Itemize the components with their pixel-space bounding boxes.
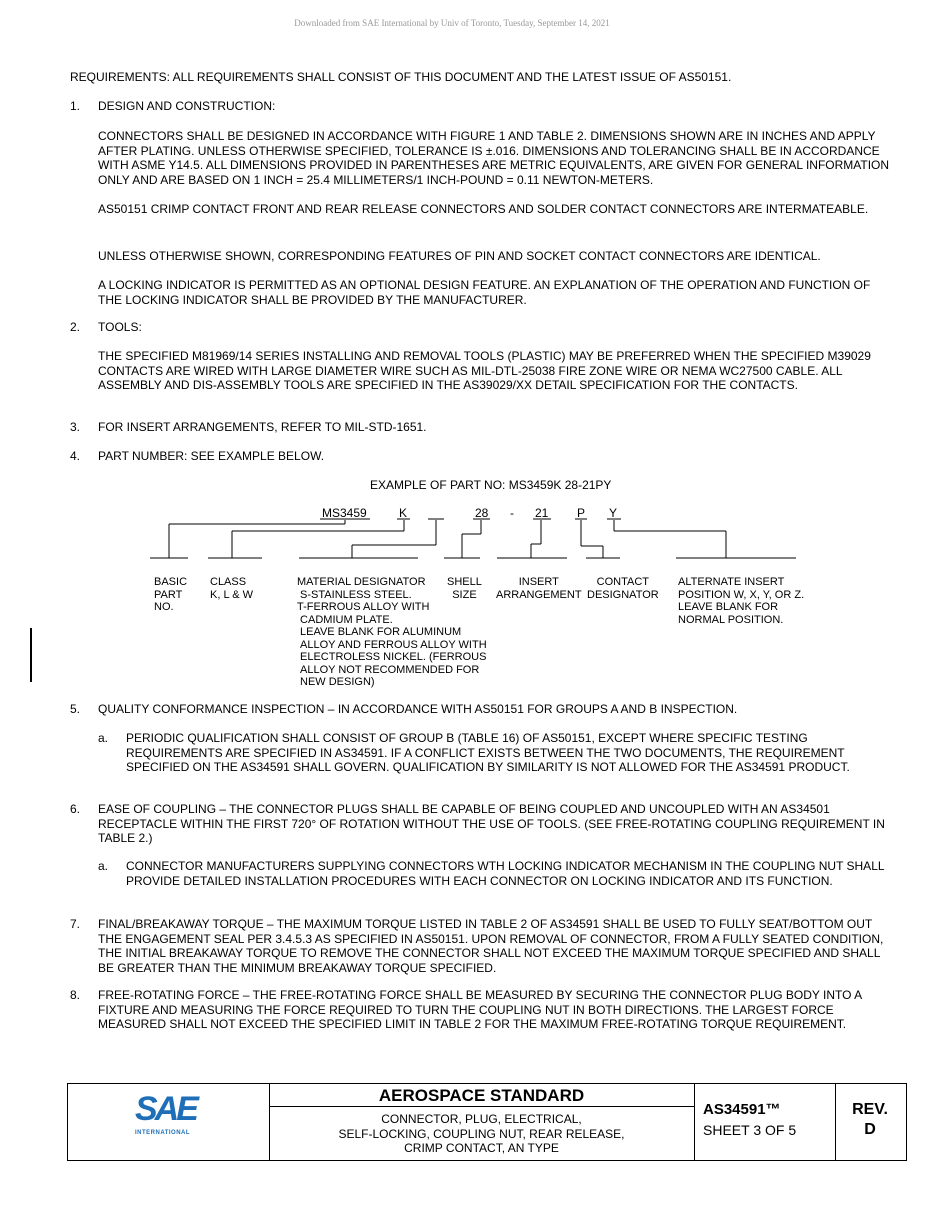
section-8-number: 8. [70, 988, 81, 1002]
label-alternate-insert: ALTERNATE INSERT POSITION W, X, Y, OR Z. LEAVE BLANK FOR NORMAL POSITION. [678, 576, 805, 626]
label-material-blank: LEAVE BLANK FOR ALUMINUM ALLOY AND FERROUS ALLOY WITH ELECTROLESS NICKEL. (FERROUS ALLOY NOT RECOMMENDED FOR NEW DESIGN) [300, 626, 487, 689]
section-2-title: TOOLS: [98, 320, 142, 334]
sae-logo-subtext: INTERNATIONAL [135, 1130, 191, 1136]
download-watermark: Downloaded from SAE International by Univ of Toronto, Tuesday, September 14, 2021 [294, 18, 610, 28]
pn-segment-insert: 21 [535, 506, 549, 520]
section-3-title: FOR INSERT ARRANGEMENTS, REFER TO MIL-STD-1651. [98, 420, 427, 434]
section-1-para-1: CONNECTORS SHALL BE DESIGNED IN ACCORDANCE WITH FIGURE 1 AND TABLE 2. DIMENSIONS SHOWN ARE IN INCHES AND APPLY AFTER PLATING. UNLESS OTHERWISE SPECIFIED, TOLERANCE IS ±.016. DIMENSIONS AND TOLERANCING SHALL BE IN ACCORDANCE WITH ASME Y14.5. ALL DIMENSIONS PROVIDED IN PARENTHESES ARE METRIC EQUIVALENTS, ARE GIVEN FOR GENERAL INFORMATION ONLY AND ARE BASED ON 1 INCH = 25.4 MILLIMETERS/1 INCH-POUND = 0.11 NEWTON-METERS. [98, 129, 890, 187]
pn-segment-contact: P [577, 506, 586, 520]
sae-logo [135, 1090, 205, 1141]
section-7-number: 7. [70, 917, 81, 931]
section-1-para-4: A LOCKING INDICATOR IS PERMITTED AS AN OPTIONAL DESIGN FEATURE. AN EXPLANATION OF THE OPERATION AND FUNCTION OF THE LOCKING INDICATOR SHALL BE PROVIDED BY THE MANUFACTURER. [98, 278, 871, 307]
section-4-number: 4. [70, 449, 81, 463]
revision-label: REV. [852, 1101, 888, 1118]
label-contact-designator: CONTACT DESIGNATOR [587, 576, 659, 601]
revision-change-bar [30, 628, 32, 682]
section-2-para-1: THE SPECIFIED M81969/14 SERIES INSTALLING AND REMOVAL TOOLS (PLASTIC) MAY BE PREFERRED WHEN THE SPECIFIED M39029 CONTACTS ARE WIRED WITH LARGE DIAMETER WIRE SUCH AS MIL-DTL-25038 FIRE ZONE WIRE OR NEMA WC27500 CABLE. ALL ASSEMBLY AND DIS-ASSEMBLY TOOLS ARE SPECIFIED IN THE AS39029/XX DETAIL SPECIFICATION FOR THE CONTACTS. [98, 349, 871, 392]
description-line-3: CRIMP CONTACT, AN TYPE [404, 1141, 559, 1155]
section-7-title: FINAL/BREAKAWAY TORQUE – THE MAXIMUM TORQUE LISTED IN TABLE 2 OF AS34591 SHALL BE USED TO FULLY SEAT/BOTTOM OUT THE ENGAGEMENT SEAL PER 3.4.5.3 AS SPECIFIED IN AS50151. UPON REMOVAL OF CONNECTOR, FROM A FULLY SEATED CONDITION, THE INITIAL BREAKAWAY TORQUE TO REMOVE THE CONNECTOR SHALL NOT EXCEED THE MAXIMUM TORQUE SPECIFIED AND SHALL BE GREATER THAN THE MINIMUM BREAKAWAY TORQUE SPECIFIED. [98, 917, 884, 975]
label-insert-arrangement: INSERT ARRANGEMENT [496, 576, 582, 601]
section-5a-text: PERIODIC QUALIFICATION SHALL CONSIST OF GROUP B (TABLE 16) OF AS50151, EXCEPT WHERE SPECIFIC TESTING REQUIREMENTS ARE SPECIFIED IN AS34591. IF A CONFLICT EXISTS BETWEEN THE TWO DOCUMENTS, THE REQUIREMENT SPECIFIED ON THE AS34591 SHALL GOVERN. QUALIFICATION BY SIMILARITY IS NOT ALLOWED FOR THE AS34591 PRODUCT. [126, 731, 850, 774]
section-6-title: EASE OF COUPLING – THE CONNECTOR PLUGS SHALL BE CAPABLE OF BEING COUPLED AND UNCOUPLED WITH AN AS34501 RECEPTACLE WITHIN THE FIRST 720° OF ROTATION WITHOUT THE USE OF TOOLS. (SEE FREE-ROTATING COUPLING REQUIREMENT IN TABLE 2.) [98, 802, 885, 845]
pn-segment-class: K [399, 506, 408, 520]
pn-segment-shell: 28 [475, 506, 489, 520]
label-basic-part: BASIC PART NO. [154, 576, 188, 614]
section-5a-number: a. [98, 731, 109, 745]
heading-underline [269, 1106, 694, 1107]
description-line-1: CONNECTOR, PLUG, ELECTRICAL, [381, 1112, 582, 1126]
revision-block [835, 1100, 905, 1140]
section-3-number: 3. [70, 420, 81, 434]
title-block-divider-2 [694, 1084, 695, 1160]
pn-segment-base: MS3459 [322, 506, 367, 520]
section-6a-number: a. [98, 859, 109, 873]
revision-letter: D [864, 1121, 876, 1138]
label-class: CLASS K, L & W [210, 576, 253, 601]
section-8-title: FREE-ROTATING FORCE – THE FREE-ROTATING FORCE SHALL BE MEASURED BY SECURING THE CONNECTOR PLUG BODY INTO A FIXTURE AND MEASURING THE FORCE REQUIRED TO TURN THE COUPLING NUT IN BOTH DIRECTIONS. THE LARGEST FORCE MEASURED SHALL NOT EXCEED THE SPECIFIED LIMIT IN TABLE 2 FOR THE MAXIMUM FREE-ROTATING TORQUE REQUIREMENT. [98, 988, 862, 1031]
aerospace-standard-heading: AEROSPACE STANDARD [378, 1086, 585, 1105]
section-6-number: 6. [70, 802, 81, 816]
part-number-example: EXAMPLE OF PART NO: MS3459K 28-21PY [370, 478, 612, 492]
sae-logo-mark: SAE [135, 1090, 196, 1128]
section-4-title: PART NUMBER: SEE EXAMPLE BELOW. [98, 449, 325, 463]
pn-segment-alt: Y [609, 506, 618, 520]
label-shell-size: SHELL SIZE [447, 576, 482, 601]
section-1-number: 1. [70, 99, 81, 113]
document-description [269, 1112, 694, 1156]
section-5-number: 5. [70, 702, 81, 716]
section-1-title: DESIGN AND CONSTRUCTION: [98, 99, 276, 113]
sheet-number: SHEET 3 OF 5 [703, 1122, 797, 1138]
section-6a-text: CONNECTOR MANUFACTURERS SUPPLYING CONNECTORS WTH LOCKING INDICATOR MECHANISM IN THE COUPLING NUT SHALL PROVIDE DETAILED INSTALLATION PROCEDURES WITH EACH CONNECTOR ON LOCKING INDICATOR AND ITS FUNCTION. [126, 859, 885, 888]
label-material: MATERIAL DESIGNATOR S-STAINLESS STEEL. T-FERROUS ALLOY WITH CADMIUM PLATE. [297, 576, 430, 626]
section-5-title: QUALITY CONFORMANCE INSPECTION – IN ACCORDANCE WITH AS50151 FOR GROUPS A AND B INSPECTION. [98, 702, 738, 716]
section-2-number: 2. [70, 320, 81, 334]
pn-segment-dash: - [510, 506, 514, 520]
section-1-para-3: UNLESS OTHERWISE SHOWN, CORRESPONDING FEATURES OF PIN AND SOCKET CONTACT CONNECTORS ARE IDENTICAL. [98, 249, 821, 263]
document-number: AS34591™ [703, 1101, 781, 1118]
section-1-para-2: AS50151 CRIMP CONTACT FRONT AND REAR RELEASE CONNECTORS AND SOLDER CONTACT CONNECTORS ARE INTERMATEABLE. [98, 202, 869, 216]
description-line-2: SELF-LOCKING, COUPLING NUT, REAR RELEASE, [338, 1126, 625, 1141]
requirements-statement: REQUIREMENTS: ALL REQUIREMENTS SHALL CONSIST OF THIS DOCUMENT AND THE LATEST ISSUE OF AS50151. [70, 70, 732, 84]
